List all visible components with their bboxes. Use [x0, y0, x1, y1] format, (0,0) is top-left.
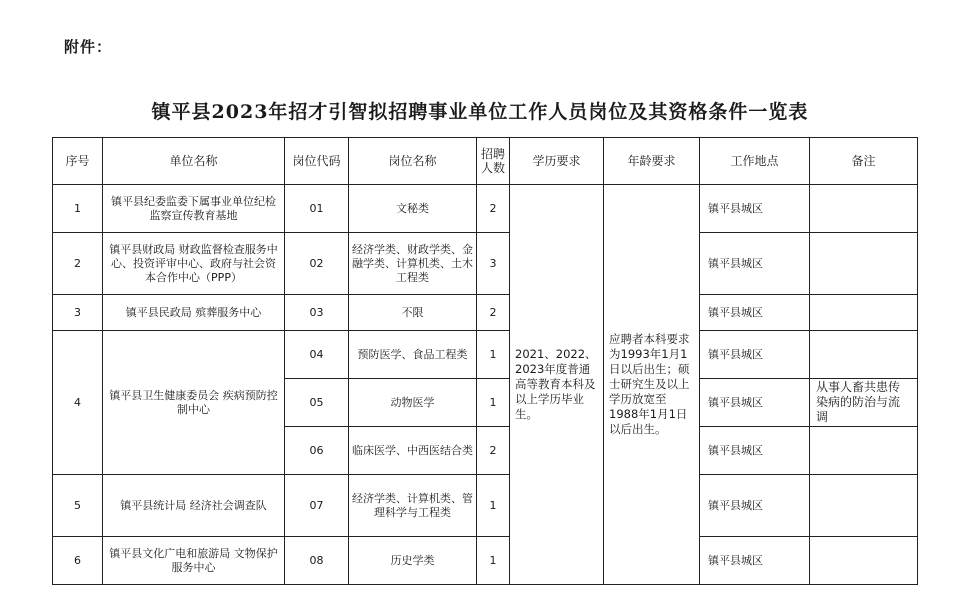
- header-age: 年龄要求: [604, 138, 700, 185]
- cell-count: 1: [477, 331, 510, 379]
- cell-index: 2: [53, 233, 103, 295]
- cell-remark: [810, 233, 918, 295]
- table-row: [53, 295, 918, 331]
- cell-unit: 镇平县统计局 经济社会调查队: [103, 475, 285, 537]
- cell-post: 经济学类、计算机类、管理科学与工程类: [349, 475, 477, 537]
- cell-code: 06: [285, 427, 349, 475]
- positions-table: [52, 137, 918, 585]
- cell-code: 02: [285, 233, 349, 295]
- cell-remark: [810, 295, 918, 331]
- cell-count: 2: [477, 295, 510, 331]
- table-row: [53, 185, 918, 233]
- cell-education-requirement: 2021、2022、2023年度普通高等教育本科及以上学历毕业生。: [510, 185, 604, 585]
- cell-code: 01: [285, 185, 349, 233]
- header-location: 工作地点: [700, 138, 810, 185]
- cell-index: 4: [53, 331, 103, 475]
- cell-index: 6: [53, 537, 103, 585]
- cell-count: 2: [477, 427, 510, 475]
- cell-location: 镇平县城区: [700, 295, 810, 331]
- cell-age-requirement: 应聘者本科要求为1993年1月1日以后出生；硕士研究生及以上学历放宽至1988年1月1日以后出生。: [604, 185, 700, 585]
- cell-index: 3: [53, 295, 103, 331]
- cell-remark: 从事人畜共患传染病的防治与流调: [810, 379, 918, 427]
- cell-unit: 镇平县卫生健康委员会 疾病预防控制中心: [103, 331, 285, 475]
- cell-count: 1: [477, 379, 510, 427]
- cell-post: 预防医学、食品工程类: [349, 331, 477, 379]
- cell-code: 03: [285, 295, 349, 331]
- table-row: [53, 537, 918, 585]
- cell-unit: 镇平县民政局 殡葬服务中心: [103, 295, 285, 331]
- table-row: [53, 233, 918, 295]
- cell-location: 镇平县城区: [700, 331, 810, 379]
- cell-remark: [810, 331, 918, 379]
- cell-post: 历史学类: [349, 537, 477, 585]
- header-index: 序号: [53, 138, 103, 185]
- header-education: 学历要求: [510, 138, 604, 185]
- header-count: 招聘人数: [477, 138, 510, 185]
- cell-post: 文秘类: [349, 185, 477, 233]
- cell-location: 镇平县城区: [700, 537, 810, 585]
- cell-unit: 镇平县纪委监委下属事业单位纪检监察宣传教育基地: [103, 185, 285, 233]
- table-header-row: [53, 138, 918, 185]
- cell-count: 2: [477, 185, 510, 233]
- cell-count: 1: [477, 537, 510, 585]
- cell-location: 镇平县城区: [700, 185, 810, 233]
- cell-post: 临床医学、中西医结合类: [349, 427, 477, 475]
- cell-code: 05: [285, 379, 349, 427]
- cell-location: 镇平县城区: [700, 475, 810, 537]
- table-row: [53, 475, 918, 537]
- cell-post: 经济学类、财政学类、金融学类、计算机类、土木工程类: [349, 233, 477, 295]
- cell-index: 1: [53, 185, 103, 233]
- attachment-label: 附件：: [64, 38, 113, 56]
- cell-post: 动物医学: [349, 379, 477, 427]
- header-remark: 备注: [810, 138, 918, 185]
- header-post-code: 岗位代码: [285, 138, 349, 185]
- cell-code: 08: [285, 537, 349, 585]
- header-post-name: 岗位名称: [349, 138, 477, 185]
- cell-code: 07: [285, 475, 349, 537]
- cell-code: 04: [285, 331, 349, 379]
- document-title: 镇平县2023年招才引智拟招聘事业单位工作人员岗位及其资格条件一览表: [151, 101, 809, 123]
- cell-index: 5: [53, 475, 103, 537]
- table-row: [53, 331, 918, 379]
- cell-unit: 镇平县财政局 财政监督检查服务中心、投资评审中心、政府与社会资本合作中心（PPP）: [103, 233, 285, 295]
- cell-location: 镇平县城区: [700, 427, 810, 475]
- cell-count: 3: [477, 233, 510, 295]
- cell-location: 镇平县城区: [700, 379, 810, 427]
- cell-remark: [810, 185, 918, 233]
- cell-remark: [810, 475, 918, 537]
- cell-remark: [810, 427, 918, 475]
- cell-unit: 镇平县文化广电和旅游局 文物保护服务中心: [103, 537, 285, 585]
- header-unit: 单位名称: [103, 138, 285, 185]
- cell-post: 不限: [349, 295, 477, 331]
- cell-count: 1: [477, 475, 510, 537]
- cell-location: 镇平县城区: [700, 233, 810, 295]
- cell-remark: [810, 537, 918, 585]
